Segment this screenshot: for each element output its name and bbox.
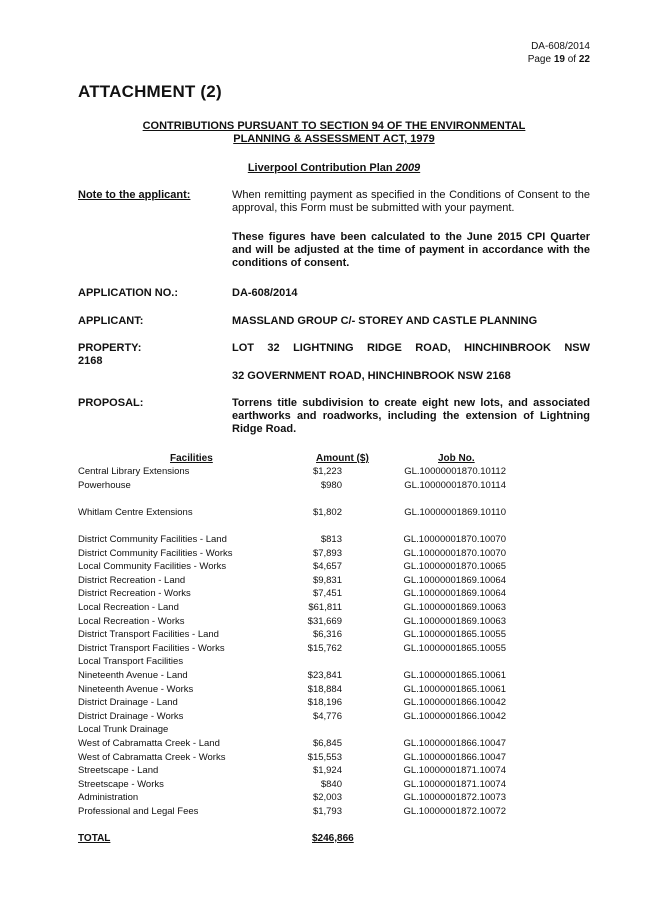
job-header: Job No. (438, 453, 475, 464)
facility-cell: Powerhouse (78, 479, 131, 491)
facility-cell: District Drainage - Land (78, 697, 178, 709)
facility-cell: Streetscape - Land (78, 765, 159, 777)
job-number-cell: GL.10000001872.10073 (403, 792, 506, 804)
table-row (0, 723, 652, 737)
amount-cell: $7,451 (312, 588, 342, 600)
facility-cell: District Transport Facilities - Works (78, 642, 225, 654)
table-row (0, 710, 652, 724)
job-number-cell: GL.10000001870.10112 (404, 466, 506, 477)
job-number-cell: GL.10000001870.10065 (403, 561, 506, 573)
table-row (0, 669, 652, 683)
facilities-header: Facilities (170, 453, 213, 464)
job-number-cell: GL.10000001870.10070 (403, 534, 506, 545)
applicant-value: MASSLAND GROUP C/- STOREY AND CASTLE PLANNING (232, 315, 538, 327)
facility-cell: District Community Facilities - Land (78, 534, 227, 545)
facility-cell: District Drainage - Works (78, 710, 184, 722)
table-row (0, 615, 652, 629)
note-label: Note to the applicant: (78, 189, 191, 201)
job-number-cell: GL.10000001865.10061 (403, 670, 506, 681)
amount-cell: $15,553 (307, 751, 342, 763)
amount-cell: $4,657 (312, 561, 342, 573)
facility-cell: West of Cabramatta Creek - Works (78, 751, 226, 763)
amount-cell: $6,845 (312, 738, 342, 749)
facility-cell: District Recreation - Works (78, 588, 191, 600)
job-number-cell: GL.10000001869.10063 (403, 615, 506, 627)
facility-cell: Local Recreation - Land (78, 602, 179, 613)
facility-cell: Central Library Extensions (78, 466, 190, 477)
table-row (0, 642, 652, 656)
table-row (0, 465, 652, 479)
table-row (0, 479, 652, 493)
job-number-cell: GL.10000001866.10042 (403, 710, 506, 722)
job-number-cell: GL.10000001865.10061 (403, 683, 506, 695)
table-row (0, 601, 652, 615)
table-row (0, 737, 652, 751)
amount-cell: $1,802 (312, 506, 342, 518)
amount-cell: $1,924 (312, 765, 342, 777)
property-label: PROPERTY: (78, 342, 142, 354)
job-number-cell: GL.10000001865.10055 (403, 642, 506, 654)
table-row (0, 683, 652, 697)
facility-cell: District Recreation - Land (78, 574, 186, 586)
total-label: TOTAL (78, 833, 111, 844)
document-reference: DA-608/2014 (531, 41, 590, 52)
table-row (0, 791, 652, 805)
table-row (0, 506, 652, 520)
heading-line-1: CONTRIBUTIONS PURSUANT TO SECTION 94 OF THE ENVIRONMENTAL (142, 120, 526, 132)
table-row (0, 519, 652, 533)
amount-cell: $9,831 (312, 574, 342, 586)
job-number-cell: GL.10000001871.10074 (403, 765, 506, 777)
amount-cell: $23,841 (307, 670, 342, 681)
facility-cell: Whitlam Centre Extensions (78, 506, 193, 518)
total-value: $246,866 (312, 833, 354, 844)
amount-cell: $840 (320, 778, 342, 790)
amount-cell: $1,223 (312, 466, 342, 477)
job-number-cell: GL.10000001869.10110 (404, 506, 506, 518)
job-number-cell: GL.10000001866.10047 (403, 751, 506, 763)
heading-line-2: PLANNING & ASSESSMENT ACT, 1979 (233, 133, 435, 145)
amount-cell: $18,196 (307, 697, 342, 709)
facility-cell: Local Community Facilities - Works (78, 561, 227, 573)
property-line-1: LOT 32 LIGHTNING RIDGE ROAD, HINCHINBROOK NSW (232, 342, 590, 354)
facility-cell: Streetscape - Works (78, 778, 164, 790)
amount-cell: $31,669 (307, 615, 342, 627)
table-row (0, 574, 652, 588)
amount-header: Amount ($) (316, 453, 369, 464)
application-value: DA-608/2014 (232, 287, 298, 299)
page-number: Page 19 of 22 (527, 54, 590, 65)
facility-cell: Local Trunk Drainage (78, 724, 169, 736)
facility-cell: West of Cabramatta Creek - Land (78, 738, 220, 749)
property-postcode: 2168 (78, 355, 103, 367)
facility-cell: District Community Facilities - Works (78, 547, 233, 559)
amount-cell: $980 (320, 479, 342, 491)
job-number-cell: GL.10000001866.10042 (403, 697, 506, 709)
table-row (0, 696, 652, 710)
job-number-cell: GL.10000001872.10072 (403, 806, 506, 817)
table-row (0, 547, 652, 561)
facility-cell: Local Recreation - Works (78, 615, 185, 627)
attachment-title: ATTACHMENT (2) (78, 82, 222, 101)
job-number-cell: GL.10000001869.10064 (403, 588, 506, 600)
facility-cell: District Transport Facilities - Land (78, 629, 219, 641)
table-header-row (0, 452, 652, 466)
table-row (0, 560, 652, 574)
facility-cell: Local Transport Facilities (78, 656, 184, 668)
table-row (0, 751, 652, 765)
table-row (0, 805, 652, 819)
job-number-cell: GL.10000001866.10047 (403, 738, 506, 749)
facility-cell: Professional and Legal Fees (78, 806, 199, 817)
proposal-label: PROPOSAL: (78, 397, 144, 409)
job-number-cell: GL.10000001870.10070 (403, 547, 506, 559)
facility-cell: Nineteenth Avenue - Land (78, 670, 188, 681)
amount-cell: $4,776 (312, 710, 342, 722)
table-row (0, 533, 652, 547)
job-number-cell: GL.10000001870.10114 (404, 479, 506, 491)
plan-title: Liverpool Contribution Plan 2009 (247, 162, 421, 174)
job-number-cell: GL.10000001871.10074 (403, 778, 506, 790)
amount-cell: $1,793 (312, 806, 342, 817)
note-text: When remitting payment as specified in the Conditions of Consent to the approval, this Form must be submitted with your payment. (232, 189, 590, 214)
amount-cell: $15,762 (307, 642, 342, 654)
amount-cell: $7,893 (312, 547, 342, 559)
job-number-cell: GL.10000001869.10064 (403, 574, 506, 586)
applicant-label: APPLICANT: (78, 315, 144, 327)
amount-cell: $2,003 (312, 792, 342, 804)
property-line-2: 32 GOVERNMENT ROAD, HINCHINBROOK NSW 2168 (232, 370, 511, 382)
table-row (0, 655, 652, 669)
application-label: APPLICATION NO.: (78, 287, 179, 299)
job-number-cell: GL.10000001865.10055 (403, 629, 506, 641)
table-row (0, 764, 652, 778)
facility-cell: Nineteenth Avenue - Works (78, 683, 194, 695)
table-row (0, 587, 652, 601)
amount-cell: $6,316 (312, 629, 342, 641)
job-number-cell: GL.10000001869.10063 (403, 602, 506, 613)
table-row (0, 628, 652, 642)
table-row (0, 492, 652, 506)
amount-cell: $18,884 (307, 683, 342, 695)
note-bold-text: These figures have been calculated to the June 2015 CPI Quarter and will be adjusted at the time of payment in accordance with the conditions of consent. (232, 231, 590, 269)
facility-cell: Administration (78, 792, 139, 804)
total-row (0, 832, 652, 846)
table-row (0, 778, 652, 792)
proposal-value: Torrens title subdivision to create eight new lots, and associated earthworks and roadworks, including the extension of Lightning Ridge Road. (232, 397, 590, 435)
page-header (528, 40, 590, 66)
amount-cell: $813 (320, 534, 342, 545)
amount-cell: $61,811 (308, 602, 342, 613)
